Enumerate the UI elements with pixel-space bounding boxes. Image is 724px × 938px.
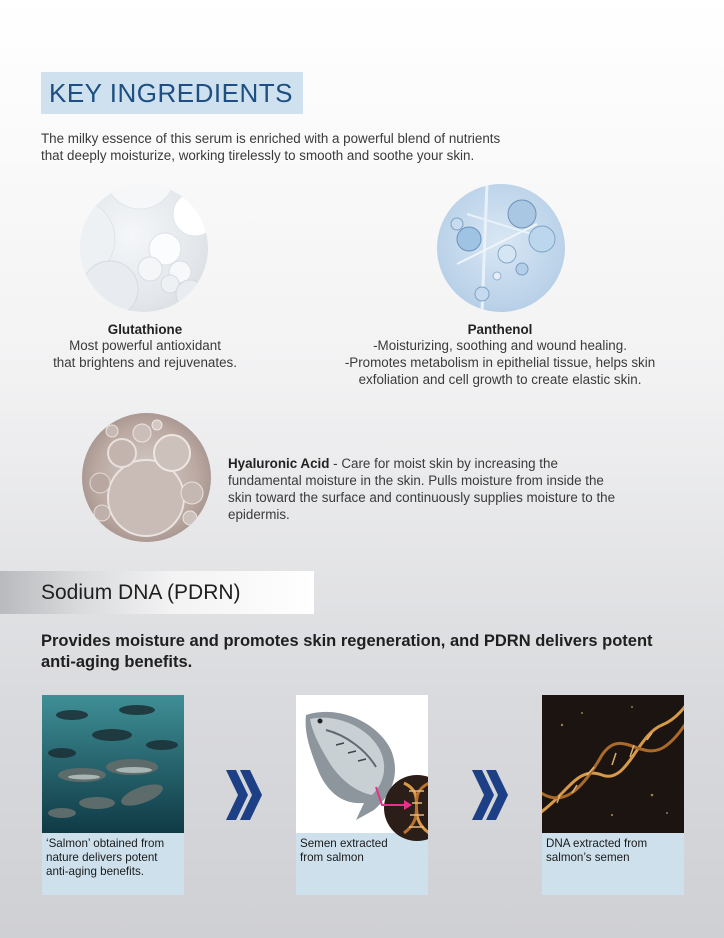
hyaluronic-desc-1: - Care for moist skin by increasing the bbox=[329, 456, 558, 471]
glutathione-text bbox=[40, 322, 250, 371]
dna-helix-image bbox=[542, 695, 684, 833]
hyaluronic-acid-name: Hyaluronic Acid bbox=[228, 456, 330, 471]
intro-line-2: that deeply moisturize, working tirelessly to smooth and soothe your skin. bbox=[41, 148, 475, 163]
dna-caption-line-1: DNA extracted from bbox=[546, 837, 648, 850]
pdrn-description bbox=[41, 631, 681, 673]
chevron-double-right-icon bbox=[224, 768, 264, 822]
key-ingredients-title-box bbox=[41, 72, 303, 114]
key-ingredients-title: KEY INGREDIENTS bbox=[49, 78, 293, 108]
pdrn-title: Sodium DNA (PDRN) bbox=[41, 581, 241, 604]
dna-card-caption bbox=[546, 837, 682, 865]
panthenol-name: Panthenol bbox=[467, 322, 533, 337]
dna-card bbox=[542, 695, 684, 895]
panthenol-line-1: -Moisturizing, soothing and wound healing. bbox=[373, 338, 627, 353]
semen-caption-line-1: Semen extracted bbox=[300, 837, 388, 850]
salmon-caption-line-3: anti-aging benefits. bbox=[46, 865, 144, 878]
chevron-double-right-icon bbox=[470, 768, 510, 822]
pdrn-desc-line-2: anti-aging benefits. bbox=[41, 653, 193, 671]
glutathione-line-2: that brightens and rejuvenates. bbox=[53, 355, 237, 370]
pdrn-desc-line-1: Provides moisture and promotes skin regeneration, and PDRN delivers potent bbox=[41, 632, 653, 650]
intro-paragraph bbox=[41, 130, 561, 164]
hyaluronic-line-2: fundamental moisture in the skin. Pulls moisture from inside the bbox=[228, 473, 604, 488]
intro-line-1: The milky essence of this serum is enriched with a powerful blend of nutrients bbox=[41, 131, 501, 146]
panthenol-line-3: exfoliation and cell growth to create elastic skin. bbox=[358, 372, 642, 387]
hyaluronic-line-3: skin toward the surface and continuously supplies moisture to the bbox=[228, 490, 616, 505]
panthenol-image bbox=[437, 184, 565, 312]
hyaluronic-acid-text bbox=[228, 455, 658, 523]
glutathione-image bbox=[80, 184, 208, 312]
salmon-school-image bbox=[42, 695, 184, 833]
glutathione-name: Glutathione bbox=[107, 322, 183, 337]
hyaluronic-line-1 bbox=[228, 455, 658, 472]
salmon-card bbox=[42, 695, 184, 895]
pointer-arrow-icon bbox=[374, 785, 414, 815]
semen-caption-line-2: from salmon bbox=[300, 851, 364, 864]
hyaluronic-line-4: epidermis. bbox=[228, 507, 290, 522]
semen-card bbox=[296, 695, 428, 895]
salmon-caption-line-2: nature delivers potent bbox=[46, 851, 158, 864]
pdrn-title-band bbox=[0, 571, 314, 614]
salmon-card-caption bbox=[46, 837, 182, 879]
hyaluronic-acid-image bbox=[82, 413, 211, 542]
panthenol-text bbox=[325, 322, 675, 388]
glutathione-line-1: Most powerful antioxidant bbox=[69, 338, 221, 353]
panthenol-line-2: -Promotes metabolism in epithelial tissue, helps skin bbox=[344, 355, 656, 370]
salmon-caption-line-1: ‘Salmon’ obtained from bbox=[46, 837, 165, 850]
semen-card-caption bbox=[300, 837, 428, 865]
dna-caption-line-2: salmon’s semen bbox=[546, 851, 630, 864]
